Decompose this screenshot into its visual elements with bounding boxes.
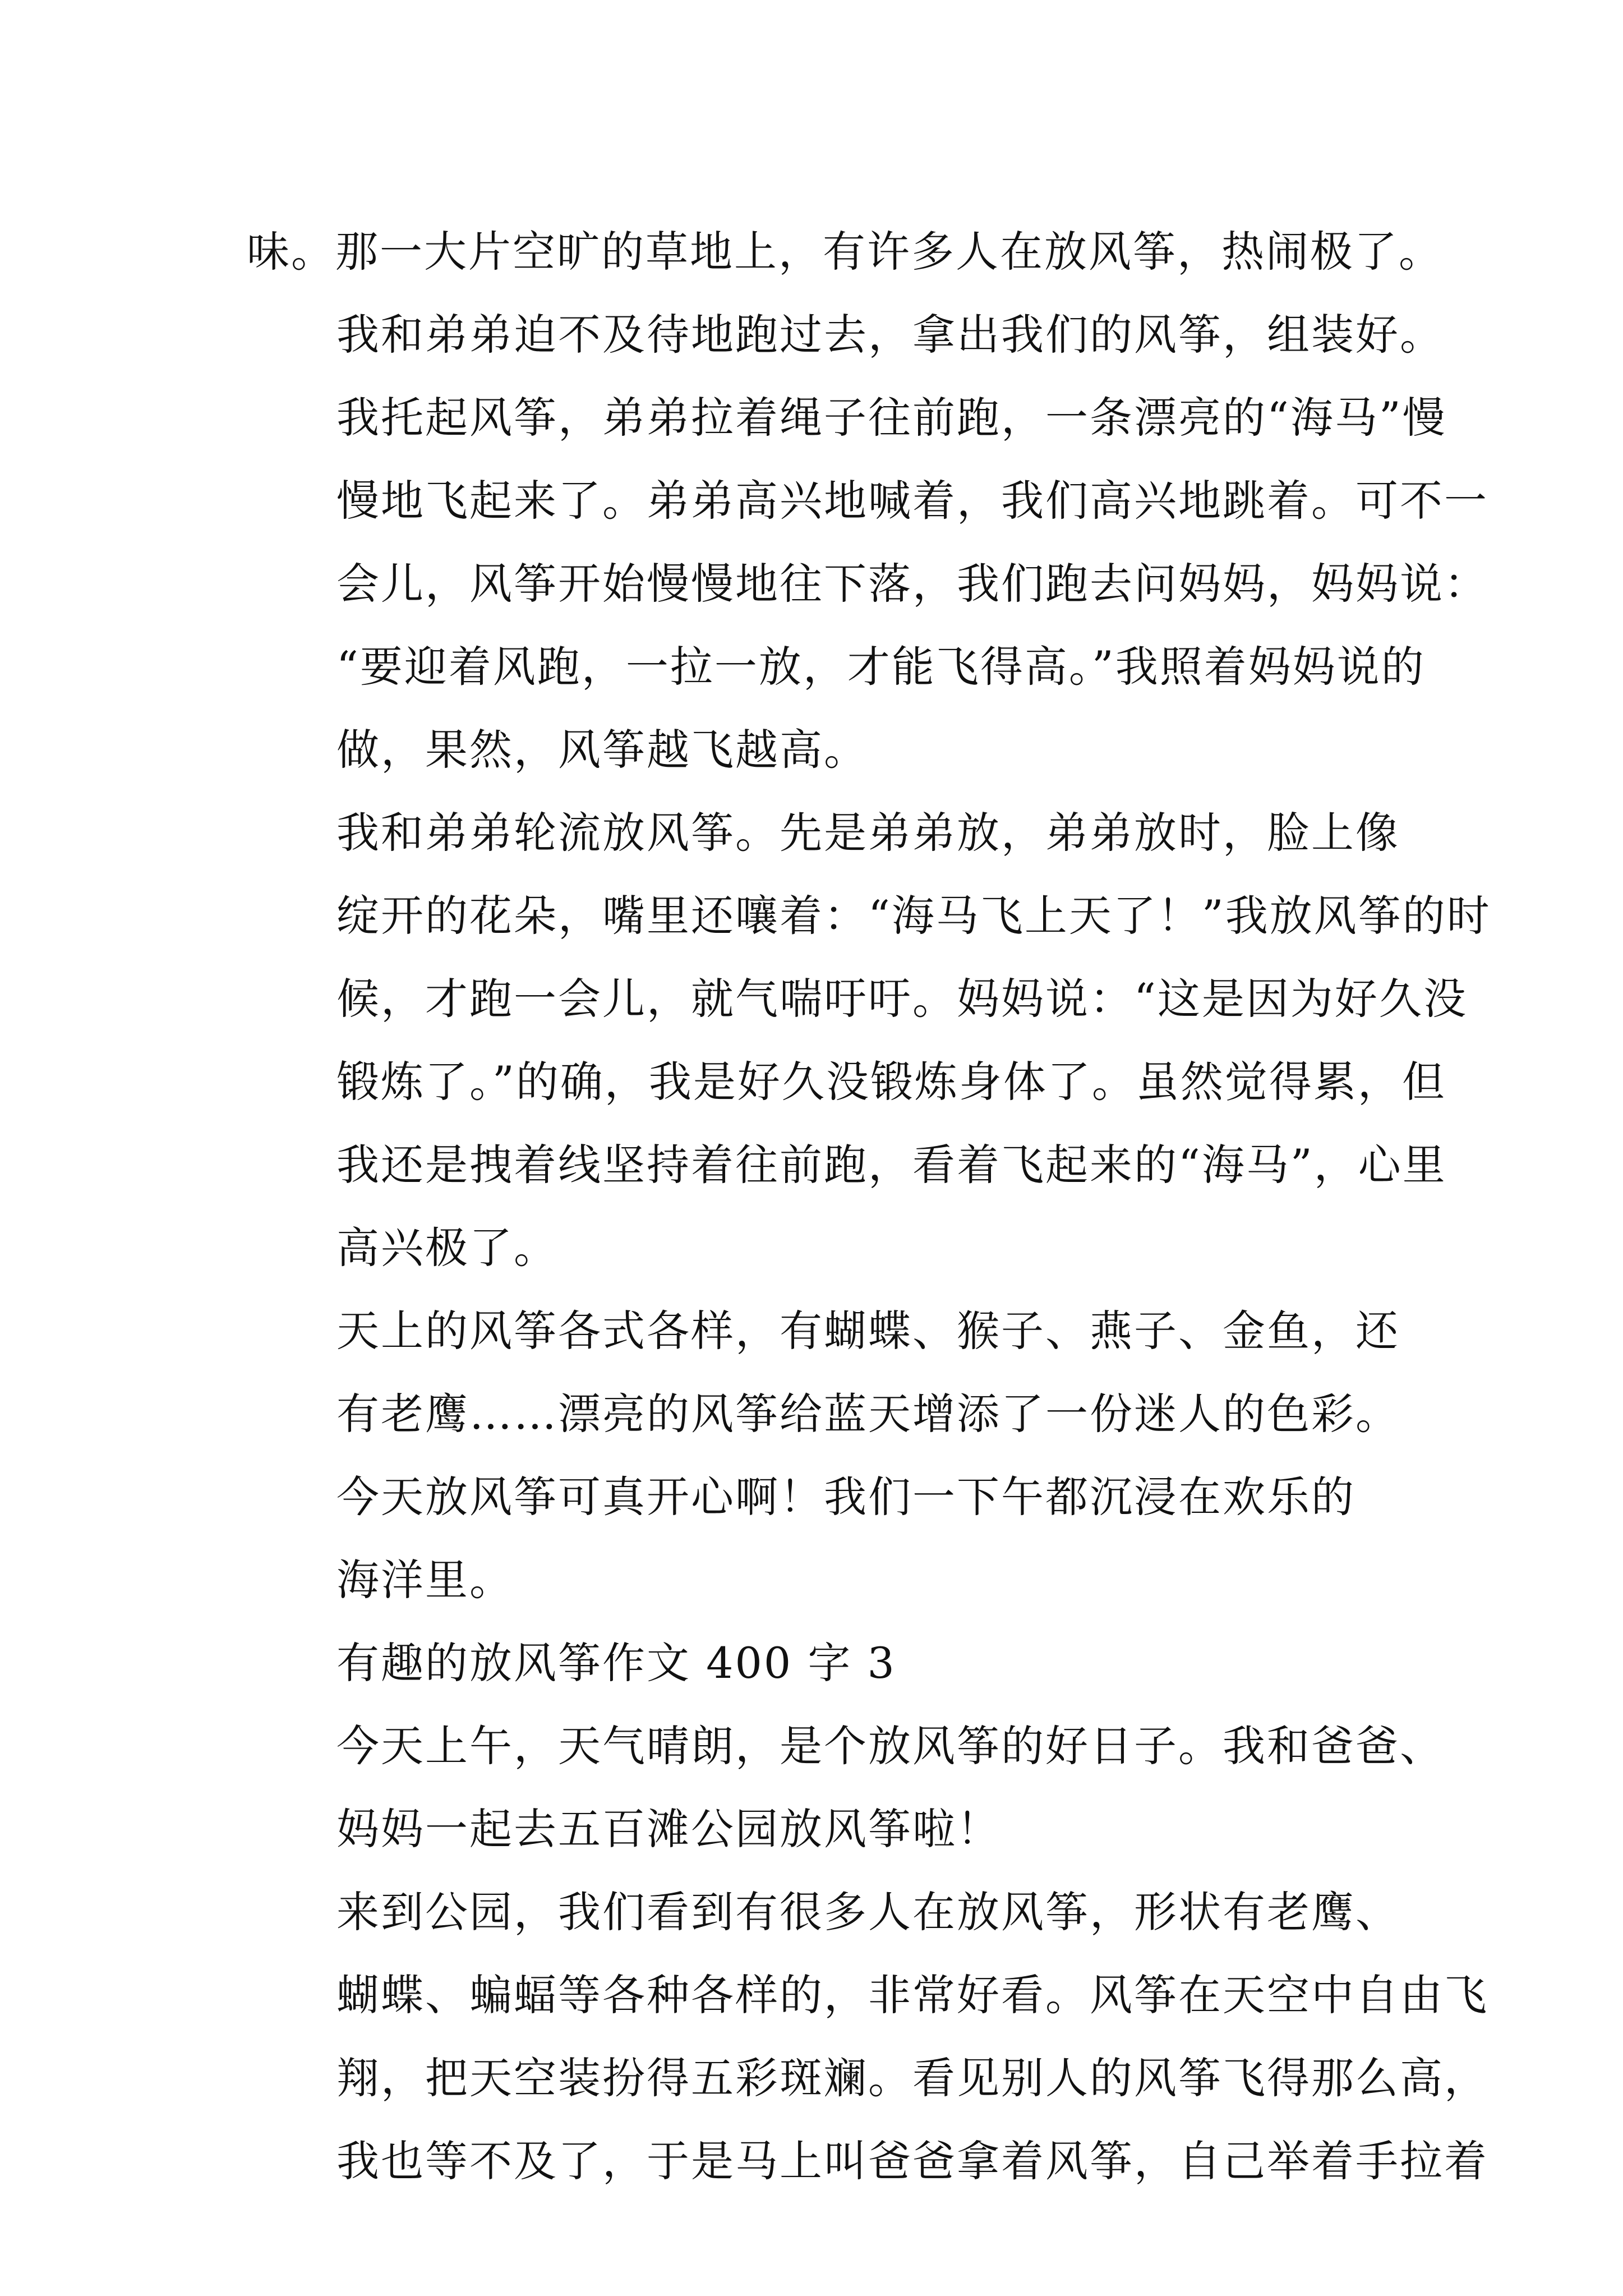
text-line: 高兴极了。	[336, 1223, 558, 1273]
essay-heading	[247, 1622, 1391, 1705]
paragraph-at-the-park	[247, 1871, 1488, 2203]
text-line: 翔，把天空装扮得五彩斑斓。看见别人的风筝飞得那么高，	[336, 2053, 1488, 2103]
text-line: 蝴蝶、蝙蝠等各种各样的，非常好看。风筝在天空中自由飞	[336, 1970, 1488, 2020]
text-line: 候，才跑一会儿，就气喘吁吁。妈妈说：“这是因为好久没	[336, 974, 1468, 1024]
text-line: 我也等不及了，于是马上叫爸爸拿着风筝，自己举着手拉着	[336, 2136, 1488, 2186]
text-line: 海洋里。	[336, 1555, 514, 1605]
text-line: 会儿，风筝开始慢慢地往下落，我们跑去问妈妈，妈妈说：	[336, 559, 1488, 609]
text-line: 我还是拽着线坚持着往前跑，看着飞起来的“海马”，心里	[336, 1140, 1447, 1190]
paragraph-taking-turns	[247, 792, 1491, 1290]
paragraph-sunny-morning	[247, 1705, 1444, 1871]
paragraph-conclusion	[247, 1456, 1391, 1622]
text-line: 做，果然，风筝越飞越高。	[336, 725, 868, 775]
text-line: 妈妈一起去五百滩公园放风筝啦！	[336, 1804, 1001, 1854]
text-line: “要迎着风跑，一拉一放，才能飞得高。”我照着妈妈说的	[336, 642, 1426, 692]
text-line: 有老鹰……漂亮的风筝给蓝天增添了一份迷人的色彩。	[336, 1389, 1400, 1439]
text-line: 绽开的花朵，嘴里还嚷着：“海马飞上天了！”我放风筝的时	[336, 891, 1491, 941]
paragraph-kite-variety	[247, 1290, 1400, 1456]
text-line: 锻炼了。”的确，我是好久没锻炼身体了。虽然觉得累，但	[336, 1057, 1446, 1107]
text-line: 天上的风筝各式各样，有蝴蝶、猴子、燕子、金鱼，还	[336, 1306, 1400, 1356]
text-line: 慢地飞起来了。弟弟高兴地喊着，我们高兴地跳着。可不一	[336, 476, 1488, 526]
text-line: 我和弟弟迫不及待地跑过去，拿出我们的风筝，组装好。	[336, 310, 1444, 360]
paragraph-assembling-kite	[247, 293, 1488, 792]
paragraph-continuation	[247, 210, 1443, 293]
text-line: 我和弟弟轮流放风筝。先是弟弟放，弟弟放时，脸上像	[336, 808, 1400, 858]
article-body	[247, 210, 1491, 2203]
text-line: 我托起风筝，弟弟拉着绳子往前跑，一条漂亮的“海马”慢	[336, 393, 1447, 443]
text-line: 今天上午，天气晴朗，是个放风筝的好日子。我和爸爸、	[336, 1721, 1444, 1771]
text-line: 来到公园，我们看到有很多人在放风筝，形状有老鹰、	[336, 1887, 1400, 1937]
heading-text: 有趣的放风筝作文 400 字 3	[336, 1638, 896, 1688]
text-line: 味。那一大片空旷的草地上，有许多人在放风筝，热闹极了。	[247, 227, 1443, 277]
text-line: 今天放风筝可真开心啊！我们一下午都沉浸在欢乐的	[336, 1472, 1355, 1522]
